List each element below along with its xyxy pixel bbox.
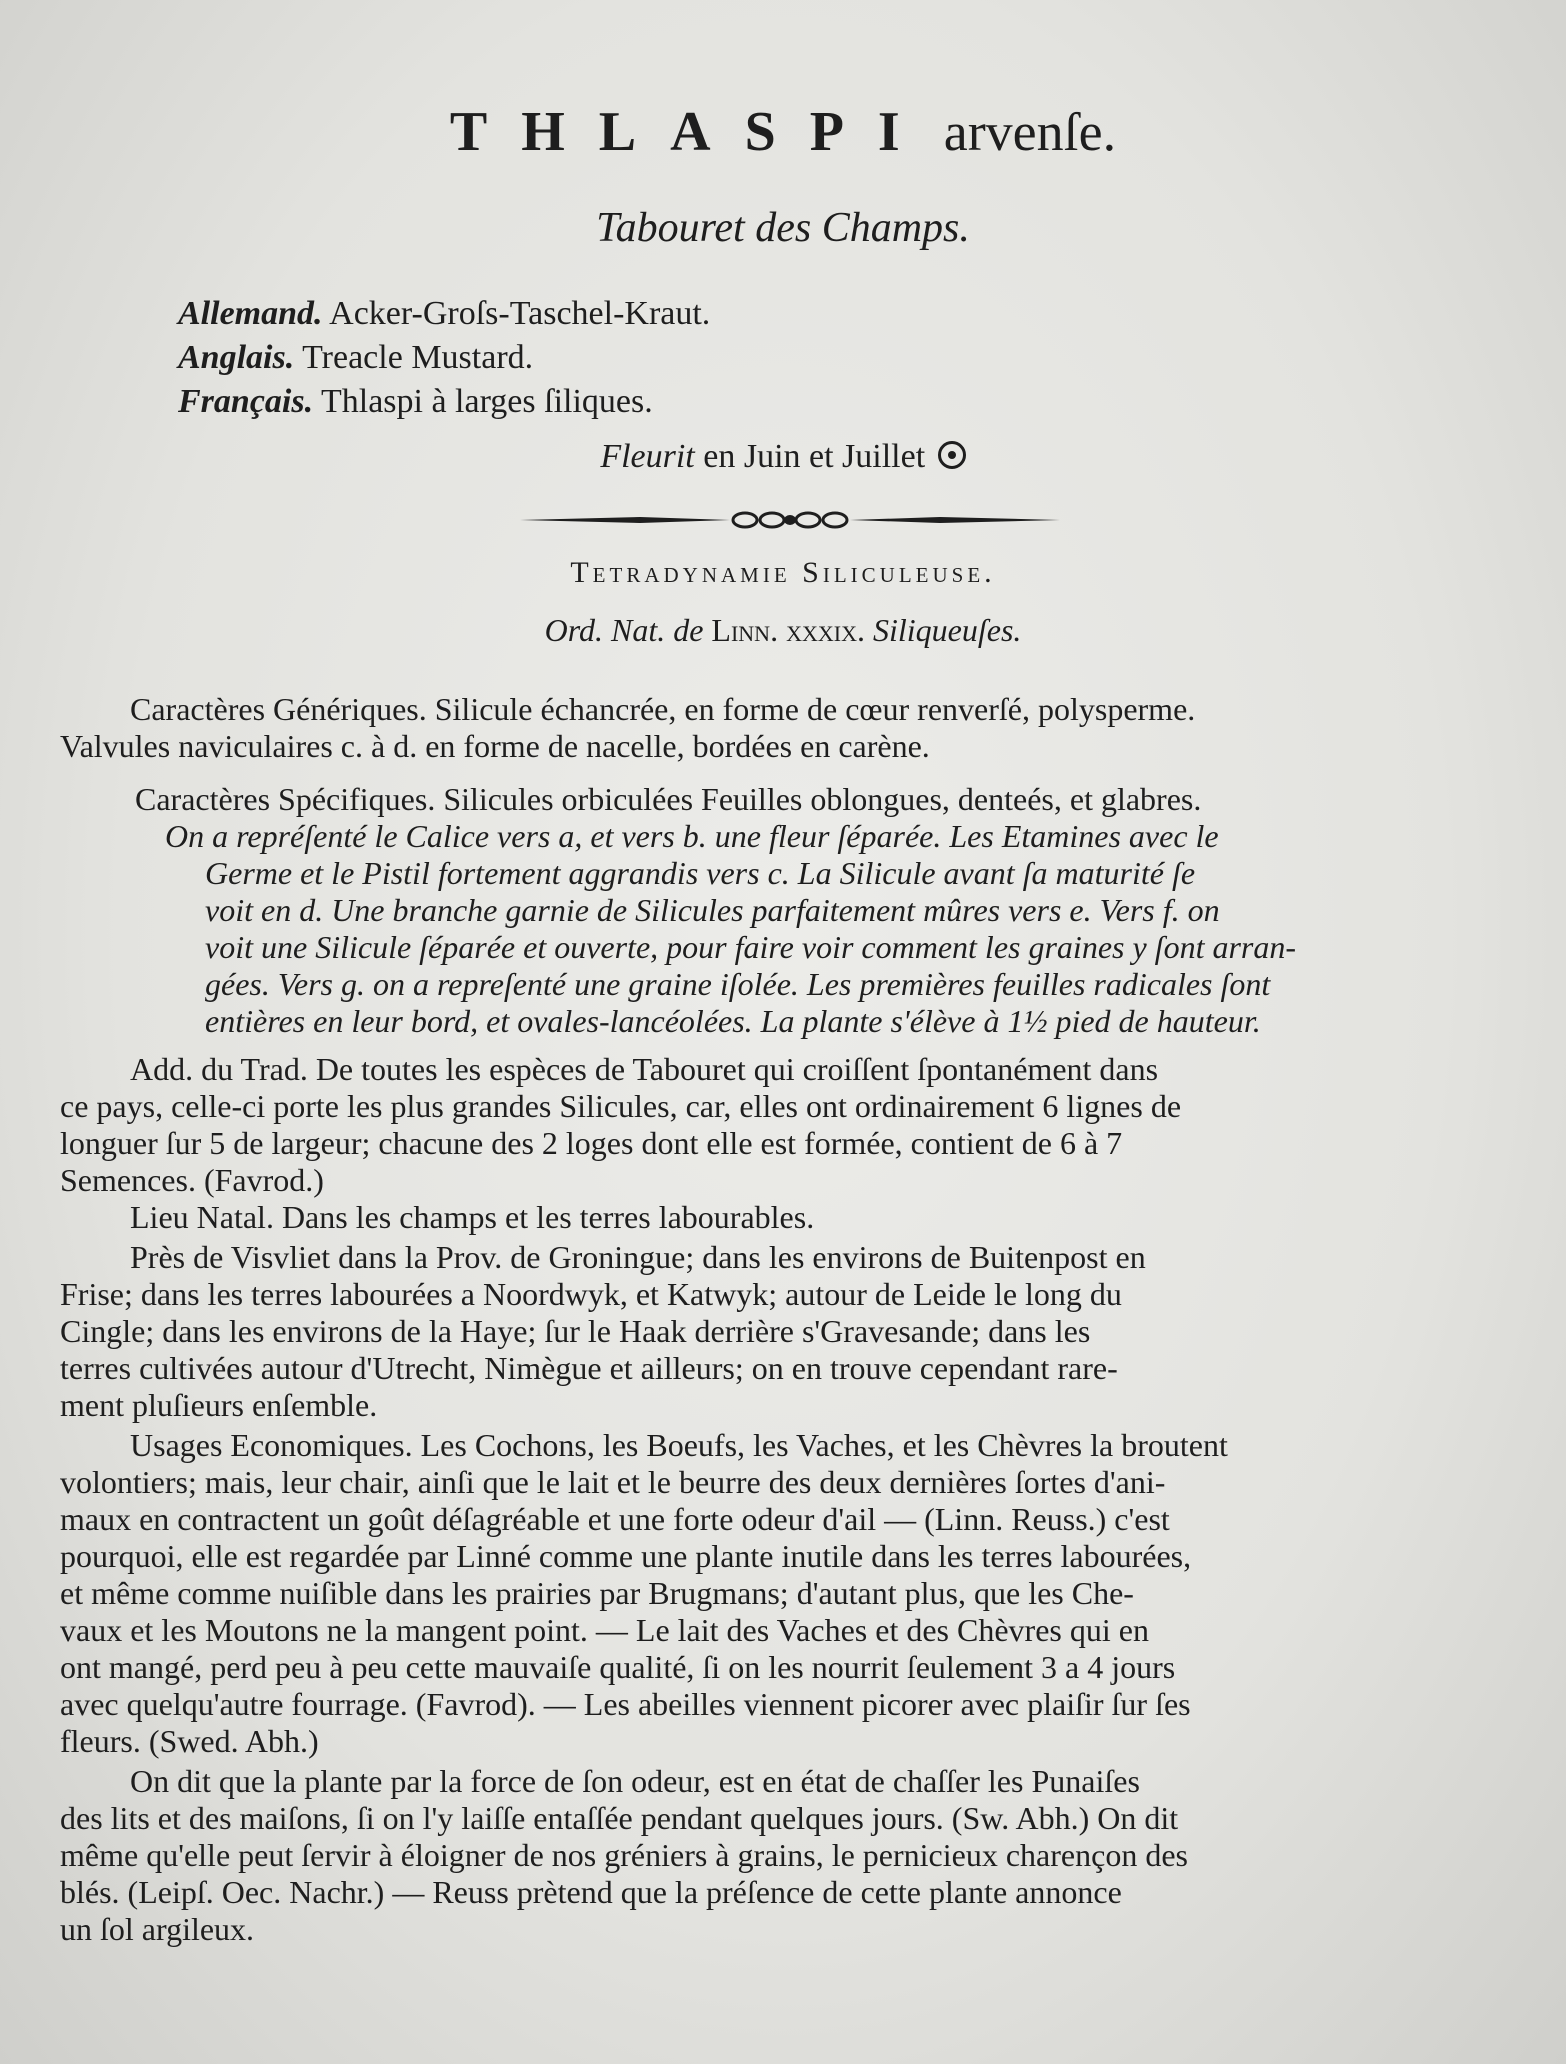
text-line: blés. (Leipſ. Oec. Nachr.) — Reuss prètend que la préſence de cette plante annonce bbox=[60, 1874, 1122, 1910]
annual-plant-icon bbox=[938, 441, 966, 469]
text-line: Caractères Spécifiques. Silicules orbiculées Feuilles oblongues, denteés, et glabres. bbox=[135, 781, 1202, 817]
text-line: vaux et les Moutons ne la mangent point. — Le lait des Vaches et des Chèvres qui en bbox=[60, 1612, 1149, 1648]
text-line: ment pluſieurs enſemble. bbox=[60, 1387, 378, 1423]
natural-order: Ord. Nat. de Linn. xxxix. Siliqueuſes. bbox=[544, 612, 1022, 648]
text-line: Frise; dans les terres labourées a Noordwyk, et Katwyk; autour de Leide le long du bbox=[60, 1276, 1122, 1312]
common-name-entry: Anglais. Treacle Mustard. bbox=[178, 339, 534, 376]
species-name: arvenſe. bbox=[943, 102, 1117, 162]
text-line: longuer ſur 5 de largeur; chacune des 2 loges dont elle est formée, contient de 6 à 7 bbox=[60, 1125, 1123, 1161]
text-line: maux en contractent un goût déſagréable et une forte odeur d'ail — (Linn. Reuss.) c'est bbox=[60, 1501, 1170, 1537]
genus-name: THLASPI bbox=[449, 101, 934, 163]
text-line: gées. Vers g. on a repreſenté une graine iſolée. Les premières feuilles radicales ſont bbox=[205, 966, 1271, 1002]
text-line: Add. du Trad. De toutes les espèces de Tabouret qui croiſſent ſpontanément dans bbox=[130, 1051, 1159, 1087]
text-line: On dit que la plante par la force de ſon odeur, est en état de chaſſer les Punaiſes bbox=[130, 1763, 1140, 1799]
text-line: volontiers; mais, leur chair, ainſi que le lait et le beurre des deux dernières ſortes d'ani- bbox=[60, 1464, 1166, 1500]
ornamental-divider bbox=[520, 506, 1060, 534]
text-line: Valvules naviculaires c. à d. en forme de nacelle, bordées en carène. bbox=[60, 728, 930, 764]
text-line: Lieu Natal. Dans les champs et les terres labourables. bbox=[130, 1199, 815, 1235]
text-line: Usages Economiques. Les Cochons, les Boeufs, les Vaches, et les Chèvres la broutent bbox=[130, 1427, 1228, 1463]
page-title bbox=[0, 100, 1566, 164]
text-line: fleurs. (Swed. Abh.) bbox=[60, 1723, 319, 1759]
common-name-entry: Français. Thlaspi à larges ſiliques. bbox=[178, 383, 653, 420]
text-line: Près de Visvliet dans la Prov. de Groningue; dans les environs de Buitenpost en bbox=[130, 1239, 1146, 1275]
text-line: des lits et des maiſons, ſi on l'y laiſſe entaſſée pendant quelques jours. (Sw. Abh.) On dit bbox=[60, 1800, 1179, 1836]
linnaean-class: Tetradynamie Siliculeuse. bbox=[570, 556, 996, 589]
text-line: entières en leur bord, et ovales-lancéolées. La plante s'élève à 1½ pied de hauteur. bbox=[205, 1003, 1261, 1039]
text-line: avec quelqu'autre fourrage. (Favrod). — Les abeilles viennent picorer avec plaiſir ſur ſes bbox=[60, 1686, 1191, 1722]
common-names-list bbox=[178, 292, 710, 424]
text-line: et même comme nuiſible dans les prairies par Brugmans; d'autant plus, que les Che- bbox=[60, 1575, 1134, 1611]
text-line: On a repréſenté le Calice vers a, et vers b. une fleur ſéparée. Les Etamines avec le bbox=[165, 818, 1219, 854]
text-line: ce pays, celle-ci porte les plus grandes Silicules, car, elles ont ordinairement 6 lignes de bbox=[60, 1088, 1182, 1124]
text-line: un ſol argileux. bbox=[60, 1911, 255, 1947]
text-line: voit en d. Une branche garnie de Silicules parfaitement mûres vers e. Vers f. on bbox=[205, 892, 1220, 928]
text-line: Cingle; dans les environs de la Haye; ſur le Haak derrière s'Gravesande; dans les bbox=[60, 1313, 1091, 1349]
text-line: Caractères Génériques. Silicule échancrée, en forme de cœur renverſé, polysperme. bbox=[130, 691, 1196, 727]
text-line: ont mangé, perd peu à peu cette mauvaiſe qualité, ſi on les nourrit ſeulement 3 a 4 jours bbox=[60, 1649, 1176, 1685]
text-line: voit une Silicule ſéparée et ouverte, pour faire voir comment les graines y ſont arran- bbox=[205, 929, 1297, 965]
common-name-entry: Allemand. Acker-Groſs-Taschel-Kraut. bbox=[178, 295, 711, 332]
text-line: même qu'elle peut ſervir à éloigner de nos gréniers à grains, le pernicieux charençon des bbox=[60, 1837, 1188, 1873]
text-line: Germe et le Pistil fortement aggrandis vers c. La Silicule avant ſa maturité ſe bbox=[205, 855, 1196, 891]
text-line: pourquoi, elle est regardée par Linné comme une plante inutile dans les terres labourées, bbox=[60, 1538, 1192, 1574]
text-line: terres cultivées autour d'Utrecht, Nimègue et ailleurs; on en trouve cependant rare- bbox=[60, 1350, 1118, 1386]
flowering-period: Fleurit en Juin et Juillet bbox=[0, 438, 1566, 476]
french-common-name: Tabouret des Champs. bbox=[596, 205, 970, 251]
text-line: Semences. (Favrod.) bbox=[60, 1162, 324, 1198]
